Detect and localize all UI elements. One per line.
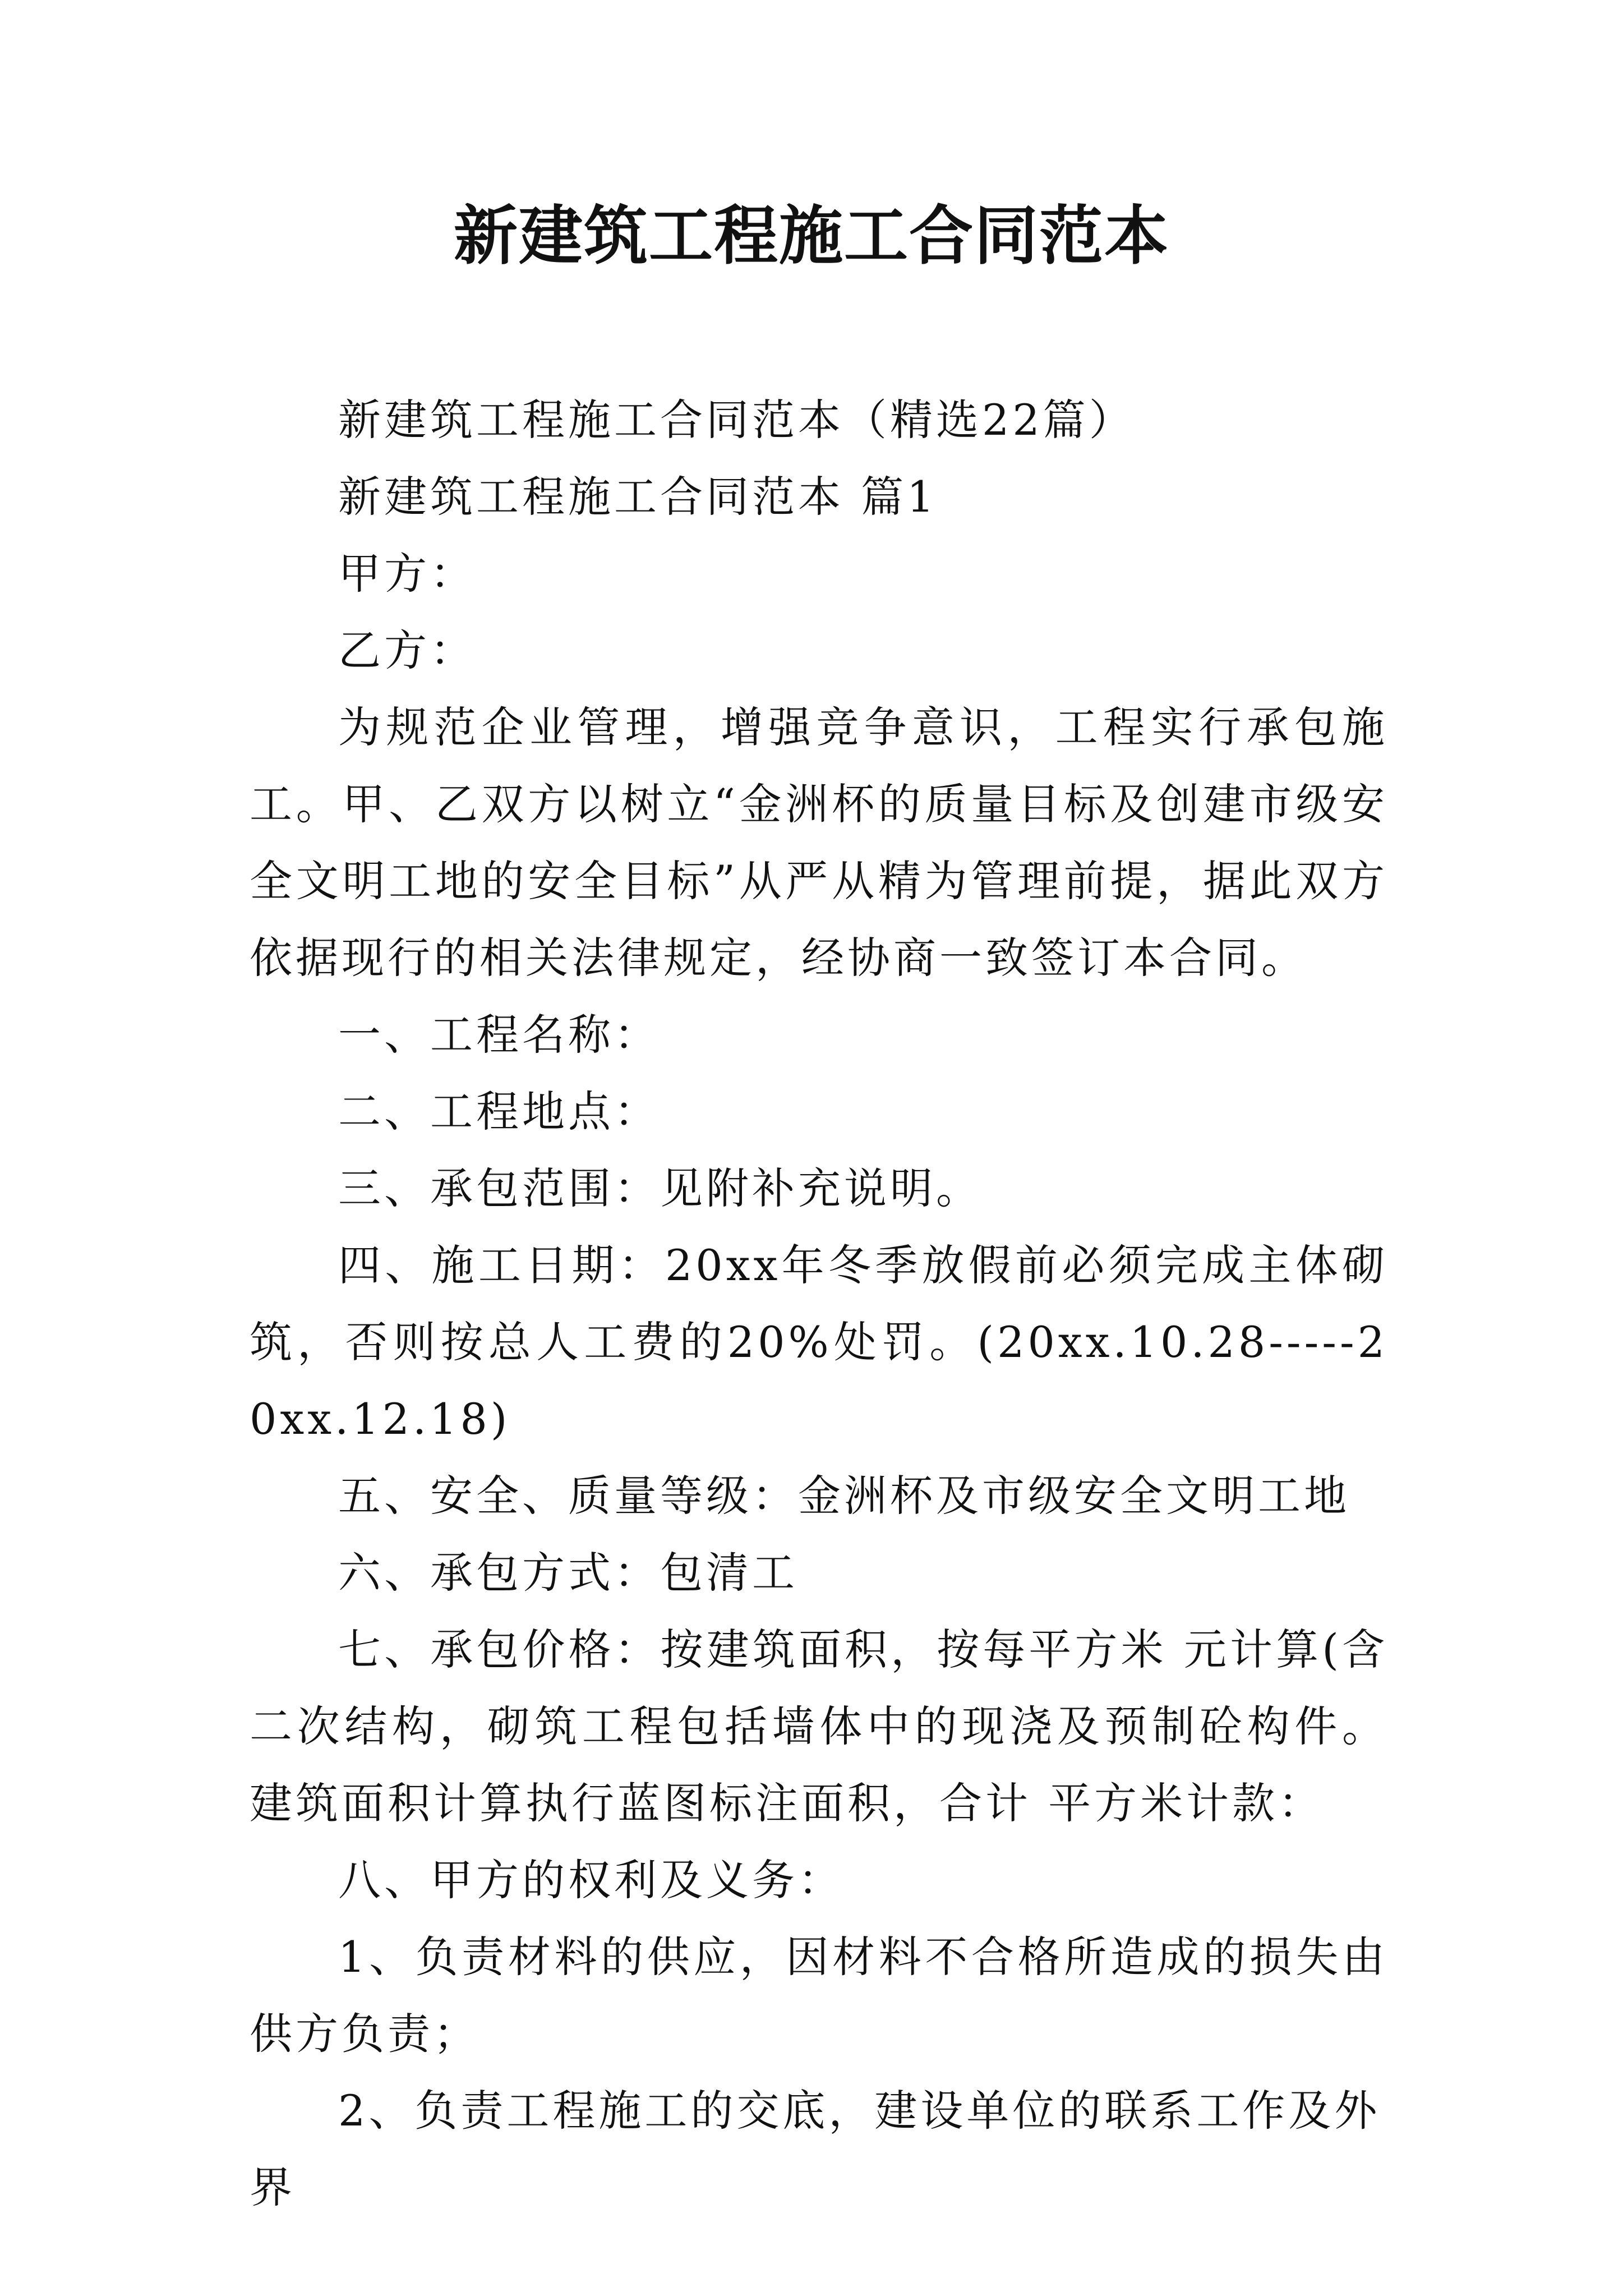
paragraph-contract-price: 七、承包价格：按建筑面积，按每平方米 元计算(含二次结构，砌筑工程包括墙体中的现浇及预制砼构件。建筑面积计算执行蓝图标注面积，合计 平方米计款： xyxy=(250,1625,1388,1828)
document-body xyxy=(250,381,1388,2226)
paragraph-section-heading: 新建筑工程施工合同范本 篇1 xyxy=(338,472,938,522)
paragraph-project-name: 一、工程名称： xyxy=(338,1010,660,1060)
paragraph-party-b: 乙方： xyxy=(338,625,476,675)
paragraph-construction-dates: 四、施工日期：20xx年冬季放假前必须完成主体砌筑，否则按总人工费的20%处罚。(20xx.10.28-----20xx.12.18) xyxy=(250,1240,1388,1444)
paragraph-project-location: 二、工程地点： xyxy=(338,1087,660,1137)
paragraph-item-2: 2、负责工程施工的交底，建设单位的联系工作及外界 xyxy=(250,2086,1381,2212)
paragraph-party-a: 甲方： xyxy=(338,549,476,599)
paragraph-item-1: 1、负责材料的供应，因材料不合格所造成的损失由供方负责； xyxy=(250,1932,1388,2059)
paragraph-quality-grade: 五、安全、质量等级：金洲杯及市级安全文明工地 xyxy=(338,1471,1350,1521)
paragraph-contract-scope: 三、承包范围：见附补充说明。 xyxy=(338,1163,982,1213)
paragraph-preamble: 为规范企业管理，增强竞争意识，工程实行承包施工。甲、乙双方以树立“金洲杯的质量目标及创建市级安全文明工地的安全目标”从严从精为管理前提，据此双方依据现行的相关法律规定，经协商一致签订本合同。 xyxy=(250,702,1388,983)
paragraph-contract-method: 六、承包方式：包清工 xyxy=(338,1548,798,1598)
paragraph-party-a-rights: 八、甲方的权利及义务： xyxy=(338,1855,844,1905)
document-title: 新建筑工程施工合同范本 xyxy=(453,198,1169,273)
paragraph-subtitle: 新建筑工程施工合同范本（精选22篇） xyxy=(338,395,1135,445)
